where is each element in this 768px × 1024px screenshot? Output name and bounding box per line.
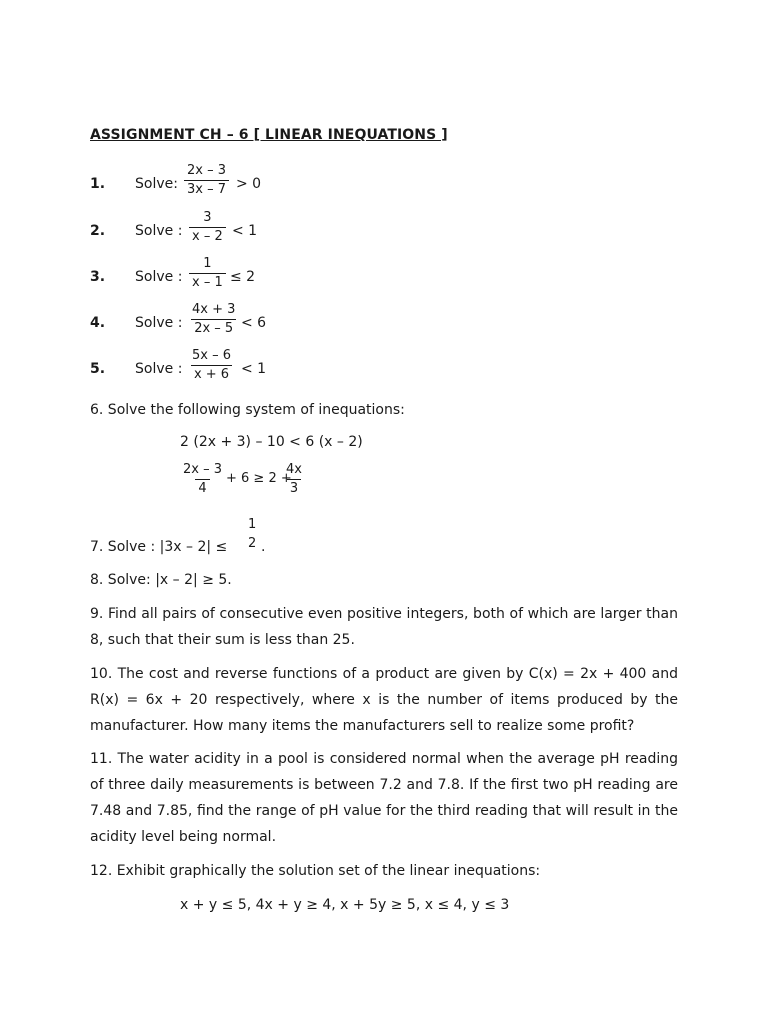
fraction-denominator: 4	[195, 479, 209, 498]
question-12-text: 12. Exhibit graphically the solution set of the linear inequations:	[90, 863, 541, 879]
fraction	[189, 347, 234, 384]
question-9: 9. Find all pairs of consecutive even positive integers, both of which are larger than 8, such that their sum is less than 25.	[90, 606, 678, 648]
fraction-numerator: 3	[203, 210, 212, 225]
question-10: 10. The cost and reverse functions of a product are given by C(x) = 2x + 400 and R(x) = 6x + 20 respectively, where x is the number of items produced by the manufacturer. How many items the manufacturers sell to realize some profit?	[90, 666, 678, 734]
fraction-numerator: 2x – 3	[187, 163, 226, 178]
fraction-numerator: 5x – 6	[192, 348, 231, 363]
question-label: Solve :	[135, 223, 183, 239]
fraction-denominator: 2x – 5	[191, 319, 236, 338]
question-label: Solve :	[135, 361, 183, 377]
question-number: 4.	[90, 315, 106, 331]
fraction	[184, 162, 229, 199]
fraction	[189, 301, 238, 338]
fraction-numerator: 1	[248, 517, 257, 532]
fraction	[245, 516, 259, 553]
question-6-line-1: 2 (2x + 3) – 10 < 6 (x – 2)	[180, 434, 363, 450]
fraction-denominator: 3x – 7	[184, 180, 229, 199]
question-label: Solve :	[135, 315, 183, 331]
question-6-text: 6. Solve the following system of inequations:	[90, 402, 405, 418]
fraction	[283, 461, 305, 498]
fraction-numerator: 4x + 3	[192, 302, 236, 317]
fraction	[189, 255, 226, 292]
relation: < 1	[232, 223, 258, 239]
question-2	[90, 209, 690, 255]
relation: ≤ 2	[230, 269, 256, 285]
fraction-denominator: x – 2	[189, 227, 226, 246]
question-label: Solve :	[135, 269, 183, 285]
relation: + 6 ≥ 2 +	[226, 471, 292, 486]
question-11: 11. The water acidity in a pool is considered normal when the average pH reading of three daily measurements is between 7.2 and 7.8. If the first two pH reading are 7.48 and 7.85, find the range of pH value for the third reading that will result in the acidity level being normal.	[90, 751, 678, 845]
question-3	[90, 255, 690, 301]
relation: < 6	[241, 315, 267, 331]
fraction-denominator: x + 6	[191, 365, 232, 384]
question-1	[90, 162, 690, 208]
question-12-expression: x + y ≤ 5, 4x + y ≥ 4, x + 5y ≥ 5, x ≤ 4, y ≤ 3	[180, 897, 510, 913]
question-7	[90, 516, 290, 556]
fraction-numerator: 1	[203, 256, 212, 271]
fraction-denominator: x – 1	[189, 273, 226, 292]
relation: < 1	[241, 361, 267, 377]
question-7-text: 7. Solve : |3x – 2| ≤	[90, 539, 228, 555]
fraction-numerator: 2x – 3	[183, 462, 222, 477]
question-8: 8. Solve: |x – 2| ≥ 5.	[90, 572, 232, 588]
question-number: 3.	[90, 269, 106, 285]
fraction	[189, 209, 226, 246]
question-4	[90, 301, 690, 347]
question-5	[90, 347, 690, 393]
question-6-line-2	[180, 461, 380, 501]
page-title: ASSIGNMENT CH – 6 [ LINEAR INEQUATIONS ]	[90, 127, 448, 143]
relation: > 0	[236, 176, 262, 192]
question-number: 1.	[90, 176, 106, 192]
fraction	[180, 461, 225, 498]
fraction-denominator: 3	[287, 479, 301, 498]
question-number: 2.	[90, 223, 106, 239]
question-number: 5.	[90, 361, 106, 377]
fraction-denominator: 2	[248, 536, 257, 551]
period: .	[261, 539, 266, 555]
fraction-numerator: 4x	[286, 462, 302, 477]
question-label: Solve:	[135, 176, 178, 192]
